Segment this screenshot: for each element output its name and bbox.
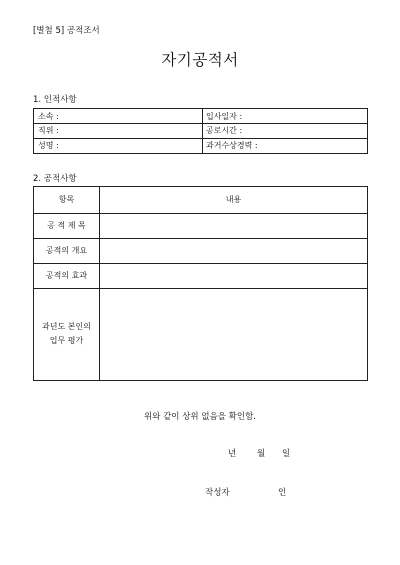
position-field[interactable]: 직위 : [38,126,59,135]
seal-label: 인 [278,488,287,498]
past-awards-field[interactable]: 과거수상경력 : [206,141,258,150]
table-divider [34,138,367,139]
section-heading-achievements: 2. 공적사항 [33,174,77,184]
column-header-item: 항목 [58,195,75,204]
row-label-effect: 공적의 효과 [45,270,88,280]
service-period-field[interactable]: 공로시간 : [206,126,243,135]
hire-date-field[interactable]: 입사일자 : [206,112,243,121]
row-label-evaluation: 과년도 본인의 업무 평가 [42,322,91,345]
date-day-label: 일 [282,449,291,459]
date-year-label: 년 [228,449,237,459]
row-label-overview: 공적의 개요 [45,245,88,255]
row-value-evaluation[interactable] [100,288,367,380]
document-title: 자기공적서 [161,51,239,69]
section-heading-personal-info: 1. 인적사항 [33,95,77,105]
row-value-effect[interactable] [100,263,367,288]
personal-info-table [33,108,368,154]
name-field[interactable]: 성명 : [38,141,59,150]
affiliation-field[interactable]: 소속 : [38,112,59,121]
confirmation-statement: 위와 같이 상위 없음을 확인함. [143,412,257,422]
row-value-title[interactable] [100,213,367,238]
appendix-label: [별첨 5] 공적조서 [33,26,100,36]
table-divider [202,109,203,153]
table-divider [34,123,367,124]
row-label-title: 공 적 제 목 [47,220,86,230]
row-value-overview[interactable] [100,238,367,263]
achievement-table [33,186,368,381]
date-month-label: 월 [257,449,266,459]
column-header-content: 내용 [225,195,242,204]
writer-label: 작성자 [205,488,230,498]
